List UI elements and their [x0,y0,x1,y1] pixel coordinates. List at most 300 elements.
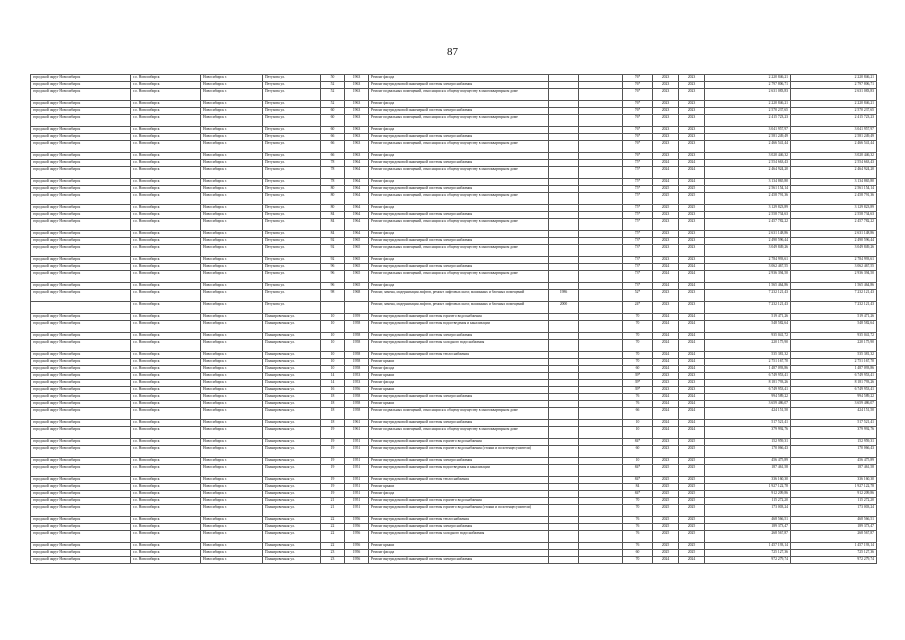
cell-street: Планировочная ул. [263,387,321,394]
cell-end: 2023 [679,380,705,387]
cell-x1 [549,257,579,264]
cell-work: Ремонт фасада [369,205,549,212]
cell-end: 2024 [679,366,705,373]
cell-ward: городской округ Новосибирск [31,264,131,271]
cell-district: Новосибирск г. [201,212,263,219]
cell-end: 2023 [679,212,705,219]
cell-work: Ремонт, замена, модернизация лифтов, ремонт лифтовых шахт, машинных и блочных помещений [369,302,549,314]
cell-cost: 1 457 193,14 [705,543,791,550]
cell-x2 [579,420,623,427]
cell-start: 2023 [653,373,679,380]
cell-settlement: г.о. Новосибирск [131,193,201,205]
table-row [31,231,877,238]
cell-settlement: г.о. Новосибирск [131,75,201,82]
cell-house: 84 [321,219,345,231]
cell-start: 2023 [653,82,679,89]
cell-floor: 10 [623,458,653,465]
cell-end: 2023 [679,231,705,238]
cell-district: Новосибирск г. [201,557,263,564]
cell-district: Новосибирск г. [201,290,263,302]
cell-house: 66 [321,153,345,160]
cell-ward: городской округ Новосибирск [31,231,131,238]
cell-work: Ремонт подвальных помещений, относящихся к общему имуществу в многоквартирном доме [369,408,549,420]
cell-district: Новосибирск г. [201,387,263,394]
cell-x1 [549,219,579,231]
cell-district: Новосибирск г. [201,186,263,193]
cell-house: 60 [321,115,345,127]
cell-ward: городской округ Новосибирск [31,257,131,264]
cell-cost: 336 160,30 [705,477,791,484]
table-row [31,82,877,89]
table-row [31,321,877,333]
cell-district: Новосибирск г. [201,352,263,359]
cell-floor: 52* [623,290,653,302]
register-sheet [30,74,876,564]
cell-floor: 39* [623,373,653,380]
cell-end: 2025 [679,543,705,550]
cell-street: Петухова ул. [263,245,321,257]
cell-work: Ремонт крыши [369,401,549,408]
cell-cost: 2 220 846,21 [705,75,791,82]
cell-cost: 2 797 806,71 [705,82,791,89]
cell-cost: 3 134 865,80 [705,179,791,186]
cell-street: Планировочная ул. [263,505,321,517]
cell-house: 21 [321,505,345,517]
cell-district: Новосибирск г. [201,314,263,321]
page-number: 87 [447,46,458,58]
cell-street: Планировочная ул. [263,477,321,484]
cell-floor: 75* [623,231,653,238]
cell-start: 2025 [653,477,679,484]
cell-total: 170 066,43 [791,446,877,458]
cell-x1 [549,127,579,134]
cell-x2 [579,314,623,321]
cell-cost: 535 381,32 [705,352,791,359]
cell-start: 2025 [653,491,679,498]
cell-cost: 994 589,22 [705,394,791,401]
cell-total: 2 784 993,61 [791,257,877,264]
cell-district: Новосибирск г. [201,505,263,517]
cell-ward: городской округ Новосибирск [31,134,131,141]
table-row [31,179,877,186]
cell-end: 2024 [679,427,705,439]
cell-x2 [579,283,623,290]
table-row [31,408,877,420]
cell-total: 2 797 806,71 [791,82,877,89]
cell-year: 1958 [345,321,369,333]
cell-x1 [549,517,579,524]
table-row [31,458,877,465]
cell-street: Планировочная ул. [263,373,321,380]
cell-cost: 2 466 541,44 [705,141,791,153]
cell-cost: 424 151,50 [705,408,791,420]
cell-district: Новосибирск г. [201,231,263,238]
cell-start: 2023 [653,231,679,238]
cell-year: 1951 [345,477,369,484]
cell-year: 1965 [345,264,369,271]
cell-cost: 2 415 723,23 [705,115,791,127]
cell-work: Ремонт подвальных помещений, относящихся к общему имуществу в многоквартирном доме [369,167,549,179]
cell-work: Ремонт фасада [369,380,549,387]
cell-district: Новосибирск г. [201,401,263,408]
cell-x2 [579,108,623,115]
cell-year: 1956 [345,387,369,394]
cell-street: Планировочная ул. [263,498,321,505]
cell-house: 19 [321,491,345,498]
cell-year: 1953 [345,380,369,387]
cell-settlement: г.о. Новосибирск [131,186,201,193]
cell-x1 [549,380,579,387]
cell-start: 2024 [653,408,679,420]
cell-year: 1959 [345,314,369,321]
cell-cost: 3 020 446,32 [705,153,791,160]
cell-settlement: г.о. Новосибирск [131,352,201,359]
cell-settlement: г.о. Новосибирск [131,465,201,477]
cell-x2 [579,394,623,401]
cell-work: Ремонт внутридомовой инженерной системы теплоснабжения [369,477,549,484]
cell-ward: городской округ Новосибирск [31,420,131,427]
cell-end: 2023 [679,387,705,394]
cell-ward: городской округ Новосибирск [31,401,131,408]
cell-cost: 8 181 793,26 [705,380,791,387]
cell-ward: городской округ Новосибирск [31,290,131,302]
cell-total: 3 062 467,55 [791,264,877,271]
cell-cost: 7 232 121,43 [705,290,791,302]
cell-settlement: г.о. Новосибирск [131,477,201,484]
cell-floor: 73* [623,238,653,245]
cell-settlement: г.о. Новосибирск [131,314,201,321]
cell-ward: городской округ Новосибирск [31,491,131,498]
cell-floor: 76* [623,153,653,160]
cell-street: Петухова ул. [263,302,321,314]
cell-year: 1958 [345,333,369,340]
cell-work: Ремонт фасада [369,179,549,186]
cell-end: 2023 [679,75,705,82]
cell-x1 [549,89,579,101]
cell-street: Планировочная ул. [263,458,321,465]
cell-ward: городской округ Новосибирск [31,359,131,366]
cell-end: 2024 [679,160,705,167]
cell-x1: 2000 [549,302,579,314]
cell-x2 [579,505,623,517]
cell-x2 [579,212,623,219]
cell-street: Петухова ул. [263,153,321,160]
cell-settlement: г.о. Новосибирск [131,115,201,127]
cell-street: Петухова ул. [263,75,321,82]
cell-house: 52 [321,89,345,101]
cell-work: Ремонт внутридомовой инженерной системы горячего водоснабжения [369,314,549,321]
cell-cost: 379 992,76 [705,427,791,439]
cell-x1 [549,238,579,245]
cell-start: 2024 [653,427,679,439]
cell-work: Ремонт внутридомовой инженерной системы горячего водоснабжения (стояки и полотенцесушители) [369,505,549,517]
cell-settlement: г.о. Новосибирск [131,446,201,458]
cell-house: 96 [321,271,345,283]
table-row [31,257,877,264]
cell-work: Ремонт подвальных помещений, относящихся к общему имуществу в многоквартирном доме [369,89,549,101]
cell-settlement: г.о. Новосибирск [131,127,201,134]
cell-x2 [579,401,623,408]
cell-start: 2025 [653,193,679,205]
cell-district: Новосибирск г. [201,302,263,314]
cell-end: 2023 [679,290,705,302]
cell-ward: городской округ Новосибирск [31,205,131,212]
cell-x2 [579,465,623,477]
cell-start: 2023 [653,302,679,314]
cell-street: Петухова ул. [263,82,321,89]
cell-work: Ремонт внутридомовой инженерной системы электроснабжения [369,108,549,115]
table-row [31,491,877,498]
table-row [31,557,877,564]
table-row [31,517,877,524]
cell-ward: городской округ Новосибирск [31,212,131,219]
cell-floor: 73* [623,283,653,290]
cell-total: 1 927 122,78 [791,484,877,491]
cell-house: 50 [321,75,345,82]
cell-cost: 173 003,24 [705,505,791,517]
cell-x2 [579,484,623,491]
cell-x1 [549,491,579,498]
cell-district: Новосибирск г. [201,238,263,245]
cell-start: 2023 [653,458,679,465]
cell-settlement: г.о. Новосибирск [131,484,201,491]
table-row [31,302,877,314]
table-row [31,484,877,491]
cell-year: 1964 [345,186,369,193]
cell-ward: городской округ Новосибирск [31,550,131,557]
cell-total: 2 631 148,86 [791,231,877,238]
cell-x2 [579,352,623,359]
cell-street: Планировочная ул. [263,531,321,543]
cell-year: 1964 [345,212,369,219]
cell-x2 [579,231,623,238]
cell-total: 2 490 596,44 [791,238,877,245]
cell-ward: городской округ Новосибирск [31,427,131,439]
cell-settlement: г.о. Новосибирск [131,101,201,108]
cell-end: 2023 [679,257,705,264]
cell-street: Планировочная ул. [263,543,321,550]
cell-settlement: г.о. Новосибирск [131,543,201,550]
table-row [31,427,877,439]
cell-settlement: г.о. Новосибирск [131,257,201,264]
cell-work: Ремонт фасада [369,127,549,134]
cell-settlement: г.о. Новосибирск [131,557,201,564]
cell-street: Планировочная ул. [263,340,321,352]
table-body [31,75,877,564]
cell-total: 2 561 154,14 [791,186,877,193]
cell-x2 [579,387,623,394]
cell-x2 [579,160,623,167]
cell-cost: 220 175,90 [705,340,791,352]
cell-total: 3 049 849,26 [791,245,877,257]
cell-x1 [549,205,579,212]
cell-settlement: г.о. Новосибирск [131,231,201,238]
cell-floor: 76* [623,75,653,82]
cell-end: 2024 [679,401,705,408]
cell-work: Ремонт внутридомовой инженерной системы теплоснабжения [369,352,549,359]
cell-work: Ремонт внутридомовой инженерной системы электроснабжения [369,160,549,167]
cell-end: 2024 [679,283,705,290]
table-row [31,271,877,283]
cell-street: Петухова ул. [263,101,321,108]
cell-house: 19 [321,439,345,446]
cell-start: 2023 [653,89,679,101]
cell-district: Новосибирск г. [201,333,263,340]
cell-start: 2024 [653,314,679,321]
cell-x1 [549,550,579,557]
cell-total: 548 582,64 [791,321,877,333]
cell-ward: городской округ Новосибирск [31,446,131,458]
cell-floor: 70 [623,340,653,352]
cell-x1 [549,271,579,283]
cell-work: Ремонт фасада [369,153,549,160]
cell-total: 456 475,89 [791,458,877,465]
cell-total: 2 751 167,70 [791,359,877,366]
cell-settlement: г.о. Новосибирск [131,290,201,302]
cell-floor: 76* [623,89,653,101]
cell-house: 98 [321,290,345,302]
cell-cost: 935 041,72 [705,333,791,340]
cell-district: Новосибирск г. [201,205,263,212]
cell-house: 66 [321,134,345,141]
cell-cost: 2 570 237,65 [705,108,791,115]
cell-cost: 912 209,86 [705,491,791,498]
cell-total: 535 381,32 [791,352,877,359]
cell-x2 [579,271,623,283]
cell-ward: городской округ Новосибирск [31,167,131,179]
cell-house: 60 [321,108,345,115]
cell-year: 1968 [345,290,369,302]
cell-total: 152 959,31 [791,439,877,446]
cell-district: Новосибирск г. [201,484,263,491]
cell-x2 [579,408,623,420]
cell-x2 [579,193,623,205]
cell-floor: 75* [623,186,653,193]
table-row [31,101,877,108]
cell-start: 2023 [653,134,679,141]
cell-floor: 60 [623,446,653,458]
cell-floor: 73* [623,264,653,271]
cell-house: 92 [321,257,345,264]
cell-total: 2 458 791,36 [791,193,877,205]
cell-street: Планировочная ул. [263,465,321,477]
table-row [31,352,877,359]
cell-end: 2025 [679,550,705,557]
cell-end: 2025 [679,524,705,531]
cell-start: 2024 [653,557,679,564]
cell-floor: 76* [623,141,653,153]
cell-floor: 39* [623,380,653,387]
cell-settlement: г.о. Новосибирск [131,366,201,373]
cell-district: Новосибирск г. [201,219,263,231]
cell-district: Новосибирск г. [201,153,263,160]
cell-cost: 6 749 953,41 [705,387,791,394]
cell-x1 [549,115,579,127]
cell-x2 [579,557,623,564]
table-row [31,134,877,141]
cell-district: Новосибирск г. [201,245,263,257]
table-row [31,465,877,477]
cell-work: Ремонт внутридомовой инженерной системы электроснабжения [369,458,549,465]
cell-house: 22 [321,531,345,543]
cell-cost: 517 521,41 [705,420,791,427]
cell-settlement: г.о. Новосибирск [131,340,201,352]
cell-house: 22 [321,517,345,524]
cell-cost: 2 490 596,44 [705,238,791,245]
cell-floor: 75* [623,212,653,219]
cell-total: 220 175,90 [791,340,877,352]
cell-cost: 1 487 093,86 [705,366,791,373]
table-row [31,543,877,550]
cell-cost: 2 458 791,36 [705,193,791,205]
cell-work: Ремонт фасада [369,257,549,264]
cell-district: Новосибирск г. [201,465,263,477]
cell-house: 84 [321,231,345,238]
cell-floor: 76 [623,531,653,543]
cell-start: 2023 [653,380,679,387]
cell-year: 1963 [345,108,369,115]
cell-ward: городской округ Новосибирск [31,101,131,108]
cell-x1 [549,484,579,491]
cell-year: 1951 [345,446,369,458]
cell-floor: 73* [623,245,653,257]
cell-house: 19 [321,446,345,458]
cell-x1 [549,465,579,477]
cell-end: 2023 [679,238,705,245]
cell-street: Петухова ул. [263,179,321,186]
cell-house: 22 [321,543,345,550]
cell-total: 268 567,87 [791,531,877,543]
cell-end: 2024 [679,359,705,366]
cell-x1 [549,401,579,408]
cell-x1 [549,245,579,257]
cell-work: Ремонт, замена, модернизация лифтов, ремонт лифтовых шахт, машинных и блочных помещений [369,290,549,302]
cell-total: 3 134 865,80 [791,179,877,186]
cell-end: 2023 [679,153,705,160]
cell-floor: 60 [623,366,653,373]
cell-year: 1963 [345,134,369,141]
cell-house: 96 [321,264,345,271]
table-row [31,373,877,380]
cell-floor: 75* [623,219,653,231]
cell-total: 935 041,72 [791,333,877,340]
cell-street: Планировочная ул. [263,446,321,458]
cell-cost: 3 659 486,07 [705,401,791,408]
cell-ward: городской округ Новосибирск [31,477,131,484]
table-row [31,359,877,366]
cell-x2 [579,219,623,231]
cell-ward: городской округ Новосибирск [31,321,131,333]
cell-total: 379 992,76 [791,427,877,439]
cell-work: Ремонт внутридомовой инженерной системы теплоснабжения [369,517,549,524]
cell-work: Ремонт внутридомовой инженерной системы электроснабжения [369,557,549,564]
cell-work: Ремонт внутридомовой инженерной системы водоотведения и канализации [369,465,549,477]
table-row [31,340,877,352]
cell-year: 1965 [345,257,369,264]
cell-house: 16 [321,387,345,394]
cell-settlement: г.о. Новосибирск [131,458,201,465]
cell-x2 [579,153,623,160]
cell-start: 2025 [653,524,679,531]
cell-x1 [549,458,579,465]
cell-end: 2024 [679,314,705,321]
cell-district: Новосибирск г. [201,283,263,290]
cell-end: 2024 [679,167,705,179]
cell-start: 2025 [653,550,679,557]
cell-street: Планировочная ул. [263,333,321,340]
cell-ward: городской округ Новосибирск [31,271,131,283]
cell-district: Новосибирск г. [201,82,263,89]
